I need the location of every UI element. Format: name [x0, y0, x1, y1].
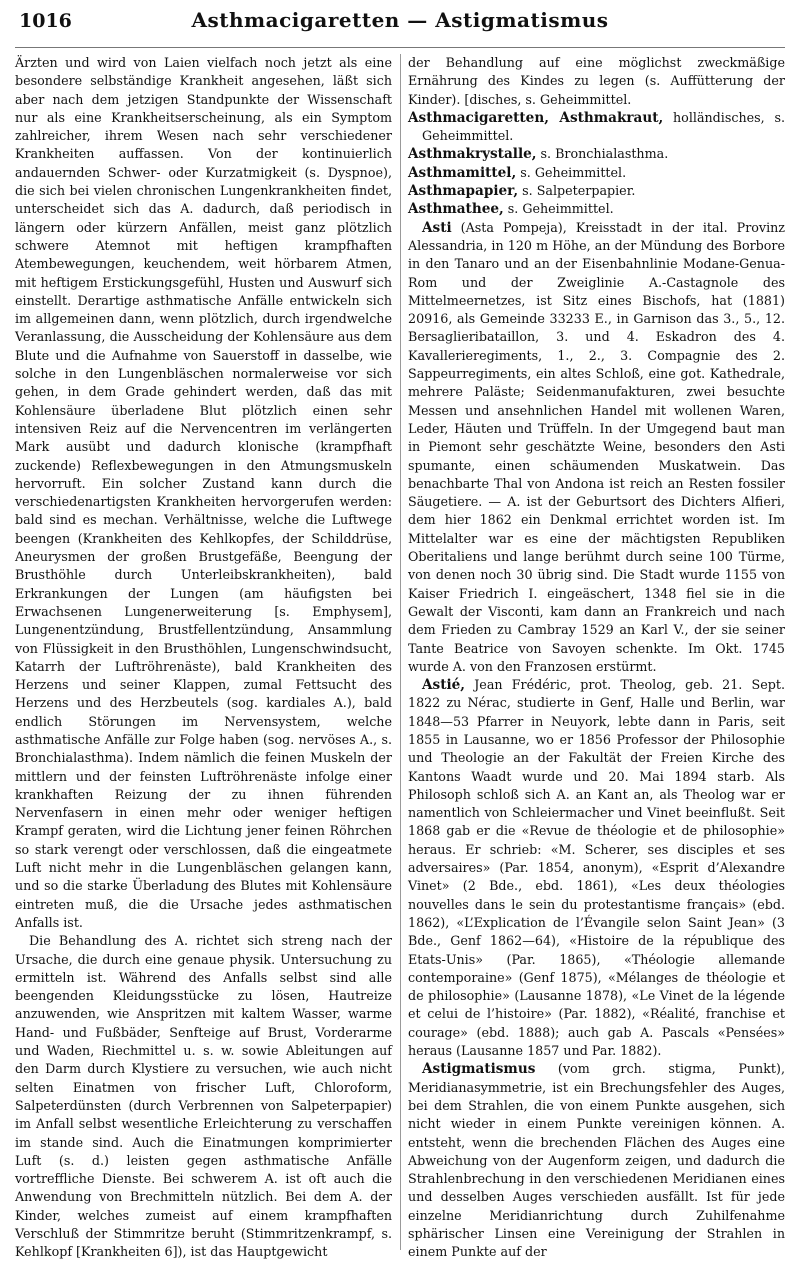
running-head: Asthmacigaretten — Astigmatismus [191, 8, 609, 32]
left-paragraph: Die Behandlung des A. richtet sich streng nach der Ursache, die durch eine genaue physik. Untersuchung zu ermitteln ist. Während des Anfalls selbst sind alle beengenden Kleidungsstücke zu lösen, Hautreize anzuwenden, wie Anspritzen mit kaltem Wasser, warme Hand- und Fußbäder, Senfteige auf Brust, Vorderarme und Waden, Riechmittel u. s. w. sowie Ableitungen auf den Darm durch Klystiere zu versuchen, wie auch nicht selten Einatmen von frischer Luft, Chloroform, Salpeterdünsten (durch Verbrennen von Salpeterpapier) im Anfall selbst wesentliche Erleichterung zu verschaffen im stande sind. Auch die Einatmungen komprimierter Luft (s. d.) leisten gegen asthmatische Anfälle vortreffliche Dienste. Bei schwerem A. ist oft auch die Anwendung von Brechmitteln nützlich. Bei dem A. der Kinder, welches zumeist auf einem krampfhaften Verschluß der Stimmritze beruht (Stimmritzenkrampf, s. Kehlkopf [Krankheiten 6]), ist das Hauptgewicht [15, 933, 392, 1260]
page-header [15, 8, 785, 48]
entry-term: Asthmathee, [408, 201, 504, 218]
entry-term: Astigmatismus [422, 1061, 536, 1078]
entry-term: Astié, [422, 677, 466, 694]
entry-text: der Behandlung auf eine möglichst zweckmäßige Ernährung des Kindes zu legen (s. Auffütterung der Kinder). [disches, s. Geheimmittel. [408, 55, 785, 107]
text-columns [15, 54, 785, 1260]
entry-text: (Asta Pompeja), Kreisstadt in der ital. Provinz Alessandria, in 120 m Höhe, an der Mündung des Borbore in den Tanaro und an der Eisenbahnlinie Modane-Genua-Rom und der Zweiglinie A.-Castagnole des Mittelmeernetzes, ist Sitz eines Bischofs, hat (1881) 20916, als Gemeinde 33233 E., in Garnison das 3., 5., 12. Bersaglieribataillon, 3. und 4. Eskadron des 4. Kavallerieregiments, 1., 2., 3. Compagnie des 2. Sappeurregiments, ein altes Schloß, eine got. Kathedrale, mehrere Paläste; Seidenmanufakturen, zwei besuchte Messen und ansehnlichen Handel mit wollenen Waren, Leder, Häuten und Trüffeln. In der Umgegend baut man in Piemont sehr geschätzte Weine, besonders den Asti spumante, einen schäumenden Muskatwein. Das benachbarte Thal von Andona ist reich an Resten fossiler Säugetiere. — A. ist der Geburtsort des Dichters Alfieri, dem hier 1862 ein Denkmal errichtet worden ist. Im Mittelalter war es eine der mächtigsten Republiken Oberitaliens und lange berühmt durch seine 100 Türme, von denen noch 30 übrig sind. Die Stadt wurde 1155 von Kaiser Friedrich I. eingeäschert, 1348 fiel sie in die Gewalt der Visconti, kam dann an Frankreich und nach dem Frieden zu Cambray 1529 an Karl V., der sie seiner Tante Beatrice von Savoyen schenkte. Im Okt. 1745 wurde A. von den Franzosen erstürmt. [408, 219, 785, 674]
entry-term: Asthmacigaretten, Asthmakraut, [408, 109, 664, 126]
entry [408, 676, 785, 1060]
entry-text: s. Geheimmittel. [503, 201, 614, 217]
entry [408, 200, 785, 218]
right-column [408, 54, 785, 1260]
entry-text: s. Bronchialasthma. [536, 146, 669, 162]
entry-continuation [408, 54, 785, 109]
entry-term: Asthmapapier, [408, 183, 519, 200]
entry [408, 1060, 785, 1261]
entry-text: Jean Frédéric, prot. Theolog, geb. 21. Sept. 1822 zu Nérac, studierte in Genf, Halle und Berlin, war 1848—53 Pfarrer in Neuyork, lebte dann in Paris, seit 1855 in Lausanne, wo er 1856 Professor der Philosophie und Theologie an der Fakultät der Freien Kirche des Kantons Waadt wurde und 20. Mai 1894 starb. Als Philosoph schloß sich A. an Kant an, als Theolog war er namentlich von Schleiermacher und Vinet beeinflußt. Seit 1868 gab er die «Revue de théologie et de philosophie» heraus. Er schrieb: «M. Scherer, ses disciples et ses adversaires» (Par. 1854, anonym), «Esprit d’Alexandre Vinet» (2 Bde., ebd. 1861), «Les deux théologies nouvelles dans le sein du protestantisme français» (ebd. 1862), «L’Explication de l’Évangile selon Saint Jean» (3 Bde., Genf 1862—64), «Histoire de la république des Etats-Unis» (Par. 1865), «Théologie allemande contemporaine» (Genf 1875), «Mélanges de théologie et de philosophie» (Lausanne 1878), «Le Vinet de la légende et celui de l’histoire» (Par. 1882), «Réalité, franchise et courage» (ebd. 1888); auch gab A. Pascals «Pensées» heraus (Lausanne 1857 und Par. 1882). [408, 677, 785, 1059]
left-paragraph: Ärzten und wird von Laien vielfach noch jetzt als eine besondere selbständige Krankheit angesehen, läßt sich aber nach dem jetzigen Standpunkte der Wissenschaft nur als eine Krankheitserscheinung, als ein Symptom zahlreicher, ihrem Wesen nach sehr verschiedener Krankheiten auffassen. Von der kontinuierlich andauernden Schwer- oder Kurzatmigkeit (s. Dyspnoe), die sich bei vielen chronischen Lungenkrankheiten findet, unterscheidet sich das A. dadurch, daß periodisch in längern oder kürzern Anfällen, meist ganz plötzlich schwere Atemnot mit heftigen krampfhaften Atembewegungen, keuchendem, weit hörbarem Atmen, mit heftigem Erstickungsgefühl, Husten und Auswurf sich einstellt. Derartige asthmatische Anfälle entwickeln sich im allgemeinen dann, wenn plötzlich, durch irgendwelche Veranlassung, die Ausscheidung der Kohlensäure aus dem Blute und die Aufnahme von Sauerstoff in dasselbe, wie solche in den Lungenbläschen normalerweise vor sich gehen, in dem Grade gehindert werden, daß das mit Kohlensäure überladene Blut plötzlich einen sehr intensiven Reiz auf die Nervencentren im verlängerten Mark ausübt und dadurch klonische (krampfhaft zuckende) Reflexbewegungen in den Atmungsmuskeln hervorruft. Ein solcher Zustand kann durch die verschiedenartigsten Krankheiten hervorgerufen werden: bald sind es mechan. Verhältnisse, welche die Luftwege beengen (Krankheiten des Kehlkopfes, der Schilddrüse, Aneurysmen der großen Brustgefäße, Beengung der Brusthöhle durch Unterleibskrankheiten), bald Erkrankungen der Lungen (am häufigsten bei Erwachsenen Lungenerweiterung [s. Emphysem], Lungenentzündung, Brustfellentzündung, Ansammlung von Flüssigkeit in den Brusthöhlen, Lungenschwindsucht, Katarrh der Luftröhrenäste), bald Krankheiten des Herzens und seiner Klappen, zumal Fettsucht des Herzens und des Herzbeutels (sog. kardiales A.), bald endlich Störungen im Nervensystem, welche asthmatische Anfälle zur Folge haben (sog. nervöses A., s. Bronchialasthma). Indem nämlich die feinen Muskeln der mittlern und der feinsten Luftröhrenäste infolge einer krankhaften Reizung der zu ihnen führenden Nervenfasern in einen mehr oder weniger heftigen Krampf geraten, wird die Lichtung jener feinen Röhrchen so stark verengt oder verschlossen, daß die eingeatmete Luft nicht mehr in die Lungenbläschen gelangen kann, und so die starke Überladung des Blutes mit Kohlensäure eintreten muß, die die Ursache jedes asthmatischen Anfalls ist. [15, 55, 392, 930]
entry [408, 182, 785, 200]
column-divider [400, 54, 401, 1250]
encyclopedia-page [15, 0, 785, 1260]
entry [408, 164, 785, 182]
entry [408, 219, 785, 676]
entry [408, 109, 785, 146]
entry-term: Asti [422, 219, 452, 236]
entry-text: (vom grch. stigma, Punkt), Meridianasymmetrie, ist ein Brechungsfehler des Auges, bei dem Strahlen, die von einem Punkte ausgehen, sich nicht wieder in einem Punkte vereinigen können. A. entsteht, wenn die brechenden Flächen des Auges eine Abweichung von der Augenform zeigen, und dadurch die Strahlenbrechung in den verschiedenen Meridianen eines und desselben Auges verschieden ausfällt. Ist für jede einzelne Meridianrichtung durch Zuhilfenahme sphärischer Linsen eine Vereinigung der Strahlen in einem Punkte auf der [408, 1061, 785, 1260]
entry-text: s. Salpeterpapier. [518, 183, 636, 199]
entry-term: Asthmakrystalle, [408, 146, 537, 163]
entry-term: Asthmamittel, [408, 164, 517, 181]
entry [408, 145, 785, 163]
page-number: 1016 [19, 10, 72, 32]
left-column [15, 54, 392, 1260]
entry-text: holländisches, s. Geheimmittel. [422, 109, 785, 144]
entry-text: s. Geheimmittel. [516, 164, 627, 180]
